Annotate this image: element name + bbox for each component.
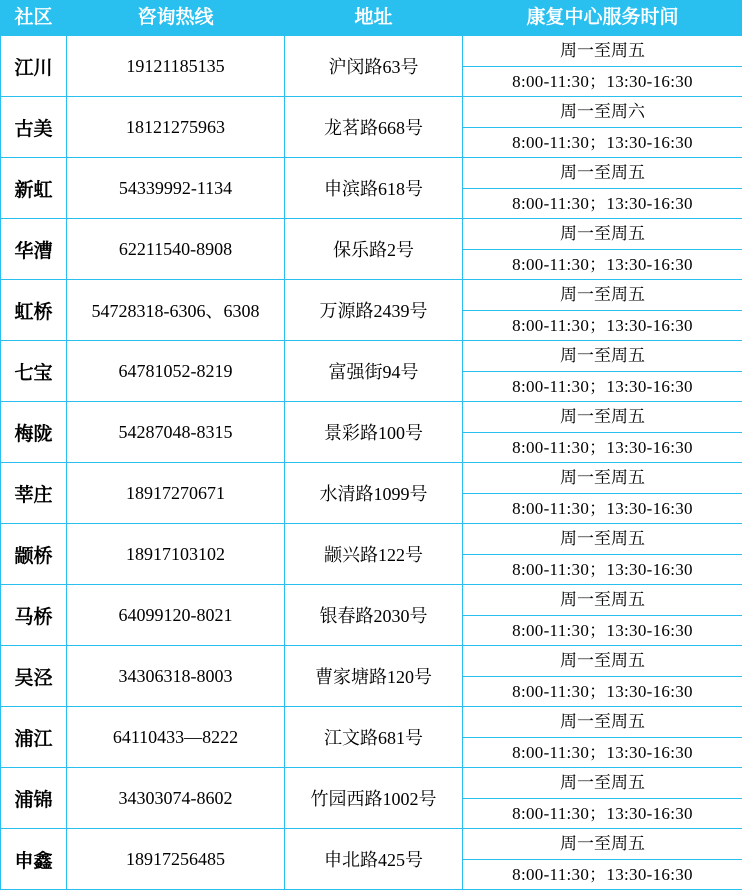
service-hours-group bbox=[463, 463, 742, 523]
cell-service-hours bbox=[463, 707, 742, 768]
cell-community: 新虹 bbox=[1, 158, 67, 219]
cell-community: 梅陇 bbox=[1, 402, 67, 463]
service-days: 周一至周六 bbox=[463, 97, 742, 128]
service-days: 周一至周五 bbox=[463, 36, 742, 67]
service-days: 周一至周五 bbox=[463, 768, 742, 799]
cell-service-hours bbox=[463, 768, 742, 829]
cell-address: 保乐路2号 bbox=[285, 219, 463, 280]
service-times: 8:00-11:30；13:30-16:30 bbox=[463, 494, 742, 524]
service-days: 周一至周五 bbox=[463, 402, 742, 433]
cell-service-hours bbox=[463, 524, 742, 585]
table-body bbox=[1, 36, 742, 890]
service-times: 8:00-11:30；13:30-16:30 bbox=[463, 128, 742, 158]
service-times: 8:00-11:30；13:30-16:30 bbox=[463, 67, 742, 97]
table-row bbox=[1, 707, 742, 768]
cell-service-hours bbox=[463, 341, 742, 402]
service-hours-group bbox=[463, 585, 742, 645]
table-row bbox=[1, 97, 742, 158]
cell-hotline: 18917103102 bbox=[67, 524, 285, 585]
cell-hotline: 64099120-8021 bbox=[67, 585, 285, 646]
cell-service-hours bbox=[463, 219, 742, 280]
cell-service-hours bbox=[463, 585, 742, 646]
cell-service-hours bbox=[463, 36, 742, 97]
service-times: 8:00-11:30；13:30-16:30 bbox=[463, 860, 742, 890]
cell-service-hours bbox=[463, 402, 742, 463]
table-row bbox=[1, 829, 742, 890]
table-row bbox=[1, 280, 742, 341]
service-times: 8:00-11:30；13:30-16:30 bbox=[463, 616, 742, 646]
cell-community: 颛桥 bbox=[1, 524, 67, 585]
cell-hotline: 19121185135 bbox=[67, 36, 285, 97]
cell-community: 马桥 bbox=[1, 585, 67, 646]
service-times: 8:00-11:30；13:30-16:30 bbox=[463, 250, 742, 280]
cell-hotline: 18917270671 bbox=[67, 463, 285, 524]
cell-hotline: 34303074-8602 bbox=[67, 768, 285, 829]
service-times: 8:00-11:30；13:30-16:30 bbox=[463, 189, 742, 219]
table-row bbox=[1, 219, 742, 280]
cell-address: 江文路681号 bbox=[285, 707, 463, 768]
cell-address: 龙茗路668号 bbox=[285, 97, 463, 158]
cell-address: 申北路425号 bbox=[285, 829, 463, 890]
service-days: 周一至周五 bbox=[463, 585, 742, 616]
service-hours-group bbox=[463, 646, 742, 706]
column-header-address: 地址 bbox=[285, 1, 463, 36]
service-hours-group bbox=[463, 280, 742, 340]
service-times: 8:00-11:30；13:30-16:30 bbox=[463, 677, 742, 707]
cell-community: 虹桥 bbox=[1, 280, 67, 341]
cell-hotline: 18917256485 bbox=[67, 829, 285, 890]
service-hours-group bbox=[463, 768, 742, 828]
service-days: 周一至周五 bbox=[463, 646, 742, 677]
table-row bbox=[1, 768, 742, 829]
cell-service-hours bbox=[463, 463, 742, 524]
cell-hotline: 18121275963 bbox=[67, 97, 285, 158]
cell-service-hours bbox=[463, 158, 742, 219]
service-times: 8:00-11:30；13:30-16:30 bbox=[463, 799, 742, 829]
table-row bbox=[1, 585, 742, 646]
service-days: 周一至周五 bbox=[463, 463, 742, 494]
cell-community: 莘庄 bbox=[1, 463, 67, 524]
service-days: 周一至周五 bbox=[463, 341, 742, 372]
cell-hotline: 54287048-8315 bbox=[67, 402, 285, 463]
cell-address: 富强街94号 bbox=[285, 341, 463, 402]
service-days: 周一至周五 bbox=[463, 280, 742, 311]
service-times: 8:00-11:30；13:30-16:30 bbox=[463, 433, 742, 463]
column-header-community: 社区 bbox=[1, 1, 67, 36]
table-row bbox=[1, 341, 742, 402]
cell-service-hours bbox=[463, 646, 742, 707]
column-header-hotline: 咨询热线 bbox=[67, 1, 285, 36]
service-hours-group bbox=[463, 829, 742, 889]
service-hours-group bbox=[463, 219, 742, 279]
table-row bbox=[1, 158, 742, 219]
cell-community: 申鑫 bbox=[1, 829, 67, 890]
table-row bbox=[1, 463, 742, 524]
table-row bbox=[1, 402, 742, 463]
cell-community: 浦江 bbox=[1, 707, 67, 768]
cell-address: 颛兴路122号 bbox=[285, 524, 463, 585]
service-days: 周一至周五 bbox=[463, 829, 742, 860]
service-days: 周一至周五 bbox=[463, 707, 742, 738]
cell-community: 浦锦 bbox=[1, 768, 67, 829]
cell-community: 七宝 bbox=[1, 341, 67, 402]
cell-service-hours bbox=[463, 97, 742, 158]
cell-address: 水清路1099号 bbox=[285, 463, 463, 524]
cell-address: 万源路2439号 bbox=[285, 280, 463, 341]
cell-hotline: 64110433—8222 bbox=[67, 707, 285, 768]
service-hours-group bbox=[463, 158, 742, 218]
cell-hotline: 64781052-8219 bbox=[67, 341, 285, 402]
cell-hotline: 34306318-8003 bbox=[67, 646, 285, 707]
table-row bbox=[1, 646, 742, 707]
cell-address: 曹家塘路120号 bbox=[285, 646, 463, 707]
service-hours-group bbox=[463, 707, 742, 767]
cell-hotline: 62211540-8908 bbox=[67, 219, 285, 280]
cell-community: 江川 bbox=[1, 36, 67, 97]
service-days: 周一至周五 bbox=[463, 219, 742, 250]
service-times: 8:00-11:30；13:30-16:30 bbox=[463, 738, 742, 768]
service-times: 8:00-11:30；13:30-16:30 bbox=[463, 311, 742, 341]
cell-hotline: 54728318-6306、6308 bbox=[67, 280, 285, 341]
cell-hotline: 54339992-1134 bbox=[67, 158, 285, 219]
service-times: 8:00-11:30；13:30-16:30 bbox=[463, 372, 742, 402]
cell-address: 银春路2030号 bbox=[285, 585, 463, 646]
cell-address: 竹园西路1002号 bbox=[285, 768, 463, 829]
service-times: 8:00-11:30；13:30-16:30 bbox=[463, 555, 742, 585]
service-hours-group bbox=[463, 524, 742, 584]
cell-service-hours bbox=[463, 829, 742, 890]
cell-address: 景彩路100号 bbox=[285, 402, 463, 463]
service-hours-group bbox=[463, 97, 742, 157]
service-hours-group bbox=[463, 36, 742, 96]
cell-community: 古美 bbox=[1, 97, 67, 158]
table-header-row bbox=[1, 1, 742, 36]
table-row bbox=[1, 524, 742, 585]
cell-address: 沪闵路63号 bbox=[285, 36, 463, 97]
table-row bbox=[1, 36, 742, 97]
service-days: 周一至周五 bbox=[463, 158, 742, 189]
cell-service-hours bbox=[463, 280, 742, 341]
table-header bbox=[1, 1, 742, 36]
service-days: 周一至周五 bbox=[463, 524, 742, 555]
cell-community: 吴泾 bbox=[1, 646, 67, 707]
service-hours-group bbox=[463, 341, 742, 401]
cell-address: 申滨路618号 bbox=[285, 158, 463, 219]
service-hours-group bbox=[463, 402, 742, 462]
column-header-service-hours: 康复中心服务时间 bbox=[463, 1, 742, 36]
cell-community: 华漕 bbox=[1, 219, 67, 280]
